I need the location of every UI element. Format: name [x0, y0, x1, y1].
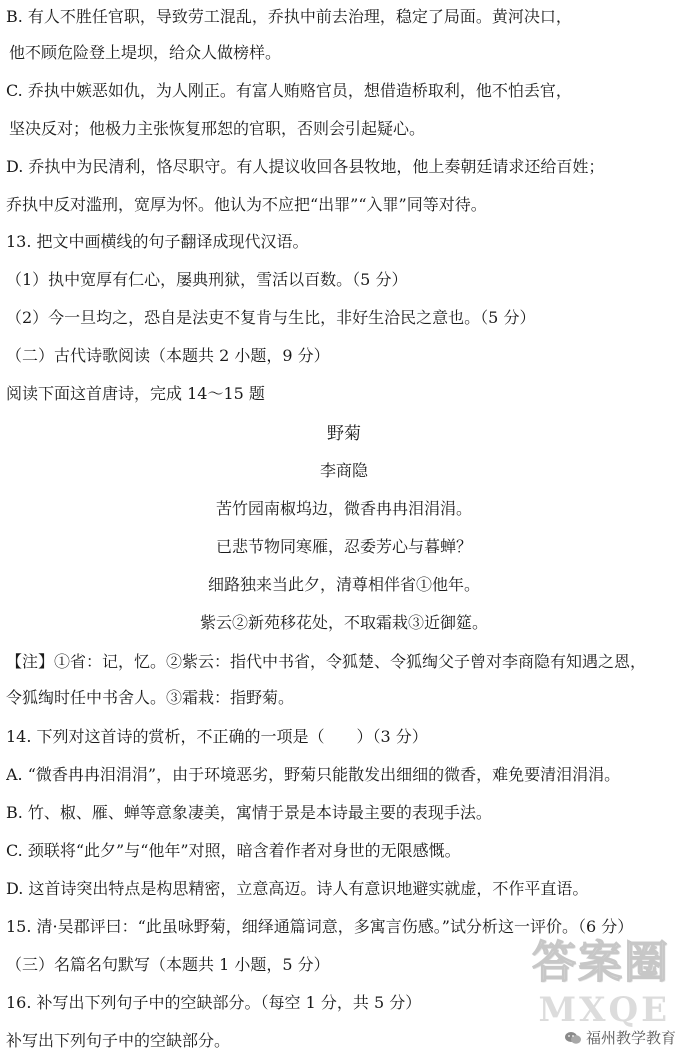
poem-author: 李商隐	[319, 461, 368, 480]
question-14: 14. 下列对这首诗的赏析，不正确的一项是（ ）（3 分）	[6, 727, 428, 746]
wechat-account-label	[564, 1028, 676, 1048]
question-13-part-1: （1）执中宽厚有仁心，屡典刑狱，雪活以百数。（5 分）	[6, 270, 408, 289]
poem-instruction: 阅读下面这首唐诗，完成 14～15 题	[6, 384, 265, 403]
poem-title: 野菊	[327, 424, 361, 444]
question-15: 15. 清·吴郡评曰：“此虽咏野菊，细绎通篇词意，多寓言伤感。”试分析这一评价。（6 分）	[6, 917, 634, 936]
poem-notes-line-2: 令狐绹时任中书舍人。③霜栽：指野菊。	[6, 688, 295, 707]
option-b-line-2: 他不顾危险登上堤坝，给众人做榜样。	[9, 43, 282, 62]
option-d-line-2: 乔执中反对滥刑，宽厚为怀。他认为不应把“出罪”“入罪”同等对待。	[6, 195, 487, 214]
poem-verse-2: 已悲节物同寒雁，忍委芳心与暮蝉？	[215, 537, 472, 556]
question-14-option-b: B. 竹、椒、雁、蝉等意象凄美，寓情于景是本诗最主要的表现手法。	[6, 803, 492, 822]
poem-verse-4: 紫云②新苑移花处，不取霜栽③近御筵。	[199, 613, 488, 632]
question-16: 16. 补写出下列句子中的空缺部分。（每空 1 分，共 5 分）	[6, 993, 422, 1012]
wechat-icon	[564, 1031, 582, 1045]
poem-verse-3: 细路独来当此夕，清尊相伴省①他年。	[207, 575, 480, 594]
question-14-option-d: D. 这首诗突出特点是构思精密，立意高迈。诗人有意识地避实就虚，不作平直语。	[6, 879, 589, 898]
question-13: 13. 把文中画横线的句子翻译成现代汉语。	[6, 232, 309, 251]
poem-verse-1: 苦竹园南椒坞边，微香冉冉泪涓涓。	[215, 499, 472, 518]
question-14-option-a: A. “微香冉冉泪涓涓”，由于环境恶劣，野菊只能散发出细细的微香，难免要清泪涓涓。	[6, 765, 621, 784]
section-heading-memorization: （三）名篇名句默写（本题共 1 小题，5 分）	[6, 955, 330, 974]
option-b-line-1: B. 有人不胜任官职，导致劳工混乱，乔执中前去治理，稳定了局面。黄河决口，	[6, 7, 572, 26]
question-14-option-c: C. 颈联将“此夕”与“他年”对照，暗含着作者对身世的无限感慨。	[6, 841, 461, 860]
option-d-line-1: D. 乔执中为民清利，恪尽职守。有人提议收回各县牧地，他上奏朝廷请求还给百姓；	[6, 157, 605, 176]
poem-notes-line-1: 【注】①省：记，忆。②紫云：指代中书省，令狐楚、令狐绹父子曾对李商隐有知遇之恩，	[6, 652, 647, 671]
option-c-line-2: 坚决反对；他极力主张恢复邢恕的官职，否则会引起疑心。	[9, 119, 426, 138]
section-heading-poetry: （二）古代诗歌阅读（本题共 2 小题，9 分）	[6, 346, 330, 365]
option-c-line-1: C. 乔执中嫉恶如仇，为人刚正。有富人贿赂官员，想借造桥取利，他不怕丢官，	[6, 81, 572, 100]
question-16-repeat: 补写出下列句子中的空缺部分。	[6, 1031, 231, 1050]
question-13-part-2: （2）今一旦均之，恐自是法吏不复肯与生比，非好生洽民之意也。（5 分）	[6, 308, 536, 327]
watermark-text: 答案圈	[532, 937, 670, 988]
wechat-account-name: 福州教学教育	[585, 1029, 676, 1047]
watermark-domain: MXQE	[538, 990, 670, 1030]
